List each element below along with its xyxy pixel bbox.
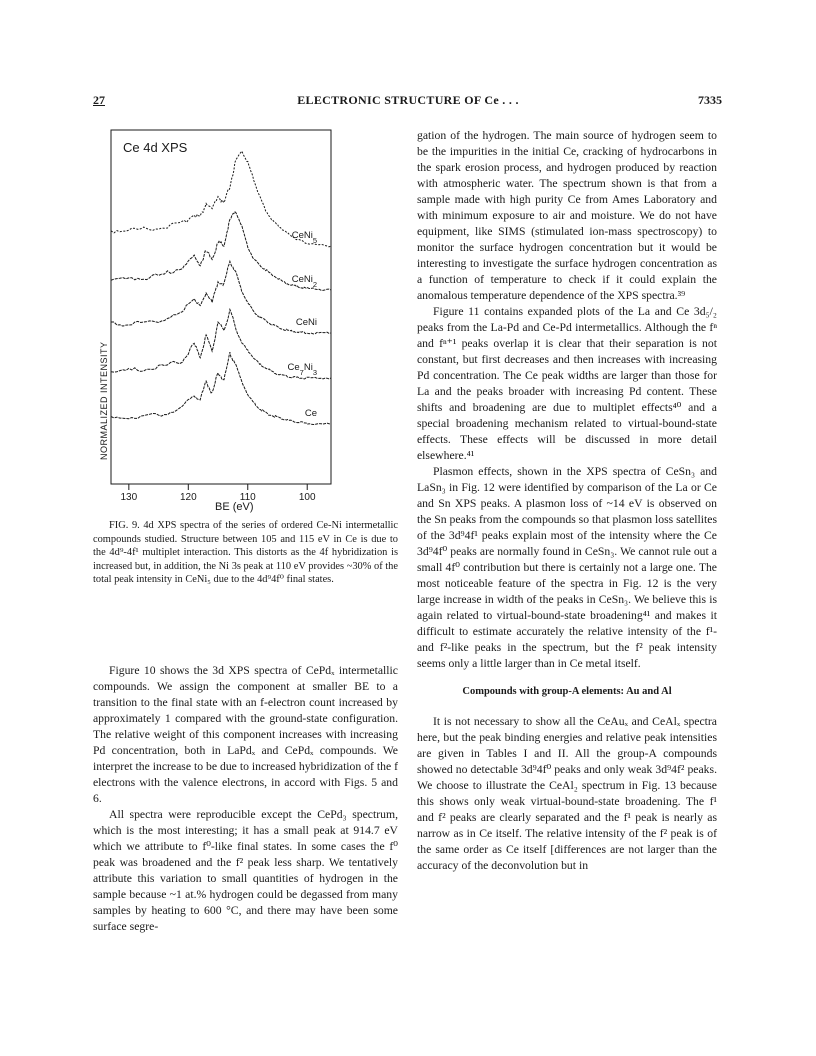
figure-9 [93, 128, 398, 513]
x-axis-label: BE (eV) [215, 501, 254, 513]
x-tick-label: 100 [298, 492, 316, 503]
x-tick-label: 110 [239, 492, 256, 503]
paragraph-reproducibility: All spectra were reproducible except the CePd₃ spectrum, which is the most interesting; it has a small peak at 914.7 eV which we attribute to f⁰-like final states. In some cases the f⁰ peak was broadened and the f² peak less sharp. We tentatively attribute this variation to small quantities of hydrogen in the sample because ~1 at.% hydrogen could be degassed from many samples by heating to 600 °C, and there may have been some surface segre- [93, 808, 398, 933]
page-label: 27 [93, 93, 105, 107]
series-label-ce: Ce [304, 408, 317, 419]
section-heading: Compounds with group-A elements: Au and Al [462, 686, 672, 697]
caption-text: FIG. 9. 4d XPS spectra of the series of ordered Ce-Ni intermetallic compounds studied. Structure between 105 and 115 eV in Ce is due to the 4d⁹-4f¹ multiplet interaction. This distorts as the 4f hybridization is increased but, in addition, the Ni 3s peak at 110 eV provides ~30% of the total peak intensity in CeNi₅ due to the 4d⁹4f⁰ final states. [93, 520, 398, 586]
paragraph-group-a: It is not necessary to show all the CeAuₓ and CeAlₓ spectra here, but the peak binding energies and relative peak intensities are given in Tables I and II. All the group-A compounds showed no detectable 3d⁹4f⁰ peaks and only weak 3d⁹4f² peaks. We choose to illustrate the CeAl₂ spectrum in Fig. 13 because this shows only weak virtual-bound-state broadening. The f¹ and f² peaks are clearly separated and the f¹ peak is nearly as narrow as in Ce itself. The relative intensity of the f² peak is of the same order as Ce itself [differences are not larger than the accuracy of the deconvolution but in [417, 715, 717, 872]
y-axis-label: NORMALIZED INTENSITY [99, 341, 109, 460]
paragraph-continuation: gation of the hydrogen. The main source of hydrogen seem to be the impurities in the initial Ce, cracking of hydrocarbons in the spark erosion process, and hydrogen produced by reaction with atmospheric water. The spectrum shown is that from a sample made with high purity Ce from Ames Laboratory and with minimum exposure to air and moisture. We do not have equipment, like SIMS (stimulated ion-mass spectroscopy) to monitor the surface hydrogen concentration but it would be interesting to investigate the surface hydrogen concentration as a function of temperature to check if it could explain the anomalous temperature dependence of the XPS spectra.³⁹ [417, 129, 717, 302]
series-label-ceni: CeNi [295, 317, 317, 328]
series-label-ceni2: CeNi$_2$ [291, 274, 317, 289]
plot-frame [111, 130, 331, 484]
series-label-ceni5: CeNi$_5$ [291, 230, 317, 245]
series-label-ce7ni3: $Ce_7Ni_3$ [287, 362, 317, 377]
x-tick-label: 120 [179, 492, 197, 503]
left-column [93, 663, 398, 935]
right-column [417, 128, 717, 874]
paragraph-plasmon: Plasmon effects, shown in the XPS spectra of CeSn₃ and LaSn₃ in Fig. 12 were identified by comparison of the La or Ce and Sn XPS peaks. A plasmon loss of ~14 eV is observed on the Sn peaks from the compounds so that plasmon loss satellites of the 3d⁹4f¹ peaks explain most of the intensity where the Ce 3d⁹4f⁰ peaks are normally found in CeSn₃. We cannot rule out a small 4f⁰ contribution but there is certainly not a large one. The most noticeable feature of the spectra in Fig. 12 is the very large increase in width of the peaks in CeSn₃. We believe this is again related to virtual-bound-state broadening⁴¹ and makes it difficult to estimate accurately the relative intensity of the f¹- and f²-like peaks in the spectrum, but the f² peak intensity seems only a little larger than in Ce metal itself. [417, 465, 717, 670]
figure-caption [93, 519, 398, 587]
figure-title: Ce 4d XPS [123, 140, 188, 155]
running-title: ELECTRONIC STRUCTURE OF Ce . . . [297, 93, 519, 107]
paragraph-fig10: Figure 10 shows the 3d XPS spectra of CePdₓ intermetallic compounds. We assign the component at smaller BE to a transition to the final state with an f-electron count increased by approximately 1 compared with the ground-state configuration. The relative weight of this component increases with increasing Pd concentration, both in LaPdₓ and CePdₓ compounds. We interpret the increase to be due to increased hybridization of the f electrons with the valence electrons, in accord with Figs. 5 and 6. [93, 664, 398, 805]
paragraph-fig11: Figure 11 contains expanded plots of the La and Ce 3d₅/₂ peaks from the La-Pd and Ce-Pd intermetallics. Although the fⁿ and fⁿ⁺¹ peaks overlap it is clear that their separation is not constant, but first decreases and then increases with increasing Pd concentration. The Ce peak widths are larger than those for La and the peaks broader with increasing Pd content. These shifts and broadening are due to multiplet effects⁴⁰ and a special broadening mechanism related to virtual-bound-state effects. These effects will be discussed in more detail elsewhere.⁴¹ [417, 305, 717, 462]
xps-chart [93, 128, 398, 513]
x-tick-label: 130 [120, 492, 138, 503]
page-number: 7335 [698, 93, 722, 107]
